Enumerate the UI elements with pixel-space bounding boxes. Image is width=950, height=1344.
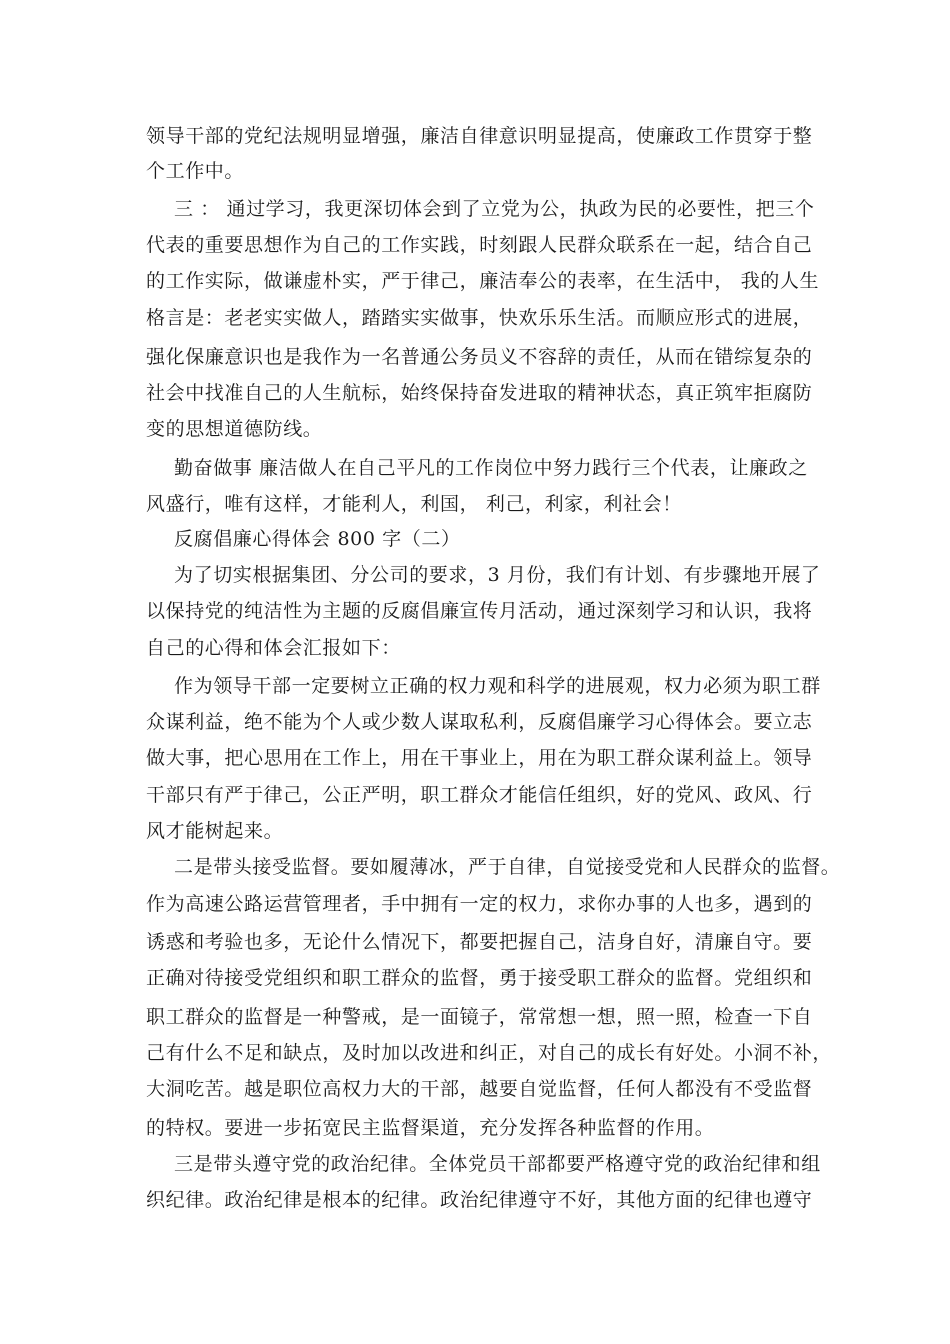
text-line: 代表的重要思想作为自己的工作实践，时刻跟人民群众联系在一起，结合自己 — [146, 234, 813, 256]
text-line: 社会中找准自己的人生航标，始终保持奋发进取的精神状态，真正筑牢拒腐防 — [146, 382, 813, 404]
text-line: 个工作中。 — [146, 160, 245, 182]
text-line: 领导干部的党纪法规明显增强，廉洁自律意识明显提高，使廉政工作贯穿于整 — [146, 125, 813, 147]
text-line: 风才能树起来。 — [146, 820, 284, 842]
text-line: 二是带头接受监督。要如履薄冰，严于自律，自觉接受党和人民群众的监督。 — [174, 856, 841, 878]
text-line: 己有什么不足和缺点，及时加以改进和纠正，对自己的成长有好处。小洞不补， — [146, 1042, 833, 1064]
text-line: 的工作实际，做谦虚朴实，严于律己，廉洁奉公的表率，在生活中， 我的人生 — [146, 270, 820, 292]
text-line: 干部只有严于律己，公正严明，职工群众才能信任组织，好的党风、政风、行 — [146, 784, 813, 806]
text-line: 的特权。要进一步拓宽民主监督渠道，充分发挥各种监督的作用。 — [146, 1117, 715, 1139]
text-line: 众谋利益，绝不能为个人或少数人谋取私利，反腐倡廉学习心得体会。要立志 — [146, 711, 813, 733]
text-line: 织纪律。政治纪律是根本的纪律。政治纪律遵守不好，其他方面的纪律也遵守 — [146, 1189, 813, 1211]
section-heading: 反腐倡廉心得体会 800 字（二） — [174, 528, 461, 550]
text-line: 三是带头遵守党的政治纪律。全体党员干部都要严格遵守党的政治纪律和组 — [174, 1153, 821, 1175]
text-line: 作为领导干部一定要树立正确的权力观和科学的进展观，权力必须为职工群 — [174, 675, 821, 697]
text-line: 作为高速公路运营管理者，手中拥有一定的权力，求你办事的人也多，遇到的 — [146, 893, 813, 915]
text-line: 做大事，把心思用在工作上，用在干事业上，用在为职工群众谋利益上。领导 — [146, 747, 813, 769]
text-line: 以保持党的纯洁性为主题的反腐倡廉宣传月活动，通过深刻学习和认识，我将 — [146, 600, 813, 622]
text-line: 诱惑和考验也多，无论什么情况下，都要把握自己，洁身自好，清廉自守。要 — [146, 931, 813, 953]
text-line: 自己的心得和体会汇报如下： — [146, 637, 401, 659]
text-line: 正确对待接受党组织和职工群众的监督，勇于接受职工群众的监督。党组织和 — [146, 967, 813, 989]
text-line: 大洞吃苦。越是职位高权力大的干部，越要自觉监督，任何人都没有不受监督 — [146, 1078, 813, 1100]
text-line: 强化保廉意识也是我作为一名普通公务员义不容辞的责任，从而在错综复杂的 — [146, 346, 813, 368]
text-line: 格言是：老老实实做人，踏踏实实做事，快欢乐乐生活。而顺应形式的进展， — [146, 307, 813, 329]
text-line: 勤奋做事 廉洁做人在自己平凡的工作岗位中努力践行三个代表，让廉政之 — [174, 457, 808, 479]
text-line: 为了切实根据集团、分公司的要求，3 月份，我们有计划、有步骤地开展了 — [174, 564, 821, 586]
text-line: 三 ： 通过学习，我更深切体会到了立党为公，执政为民的必要性，把三个 — [174, 198, 815, 220]
text-line: 变的思想道德防线。 — [146, 418, 323, 440]
text-line: 风盛行，唯有这样，才能利人，利国， 利己，利家，利社会！ — [146, 493, 682, 515]
text-line: 职工群众的监督是一种警戒，是一面镜子，常常想一想，照一照，检查一下自 — [146, 1006, 813, 1028]
